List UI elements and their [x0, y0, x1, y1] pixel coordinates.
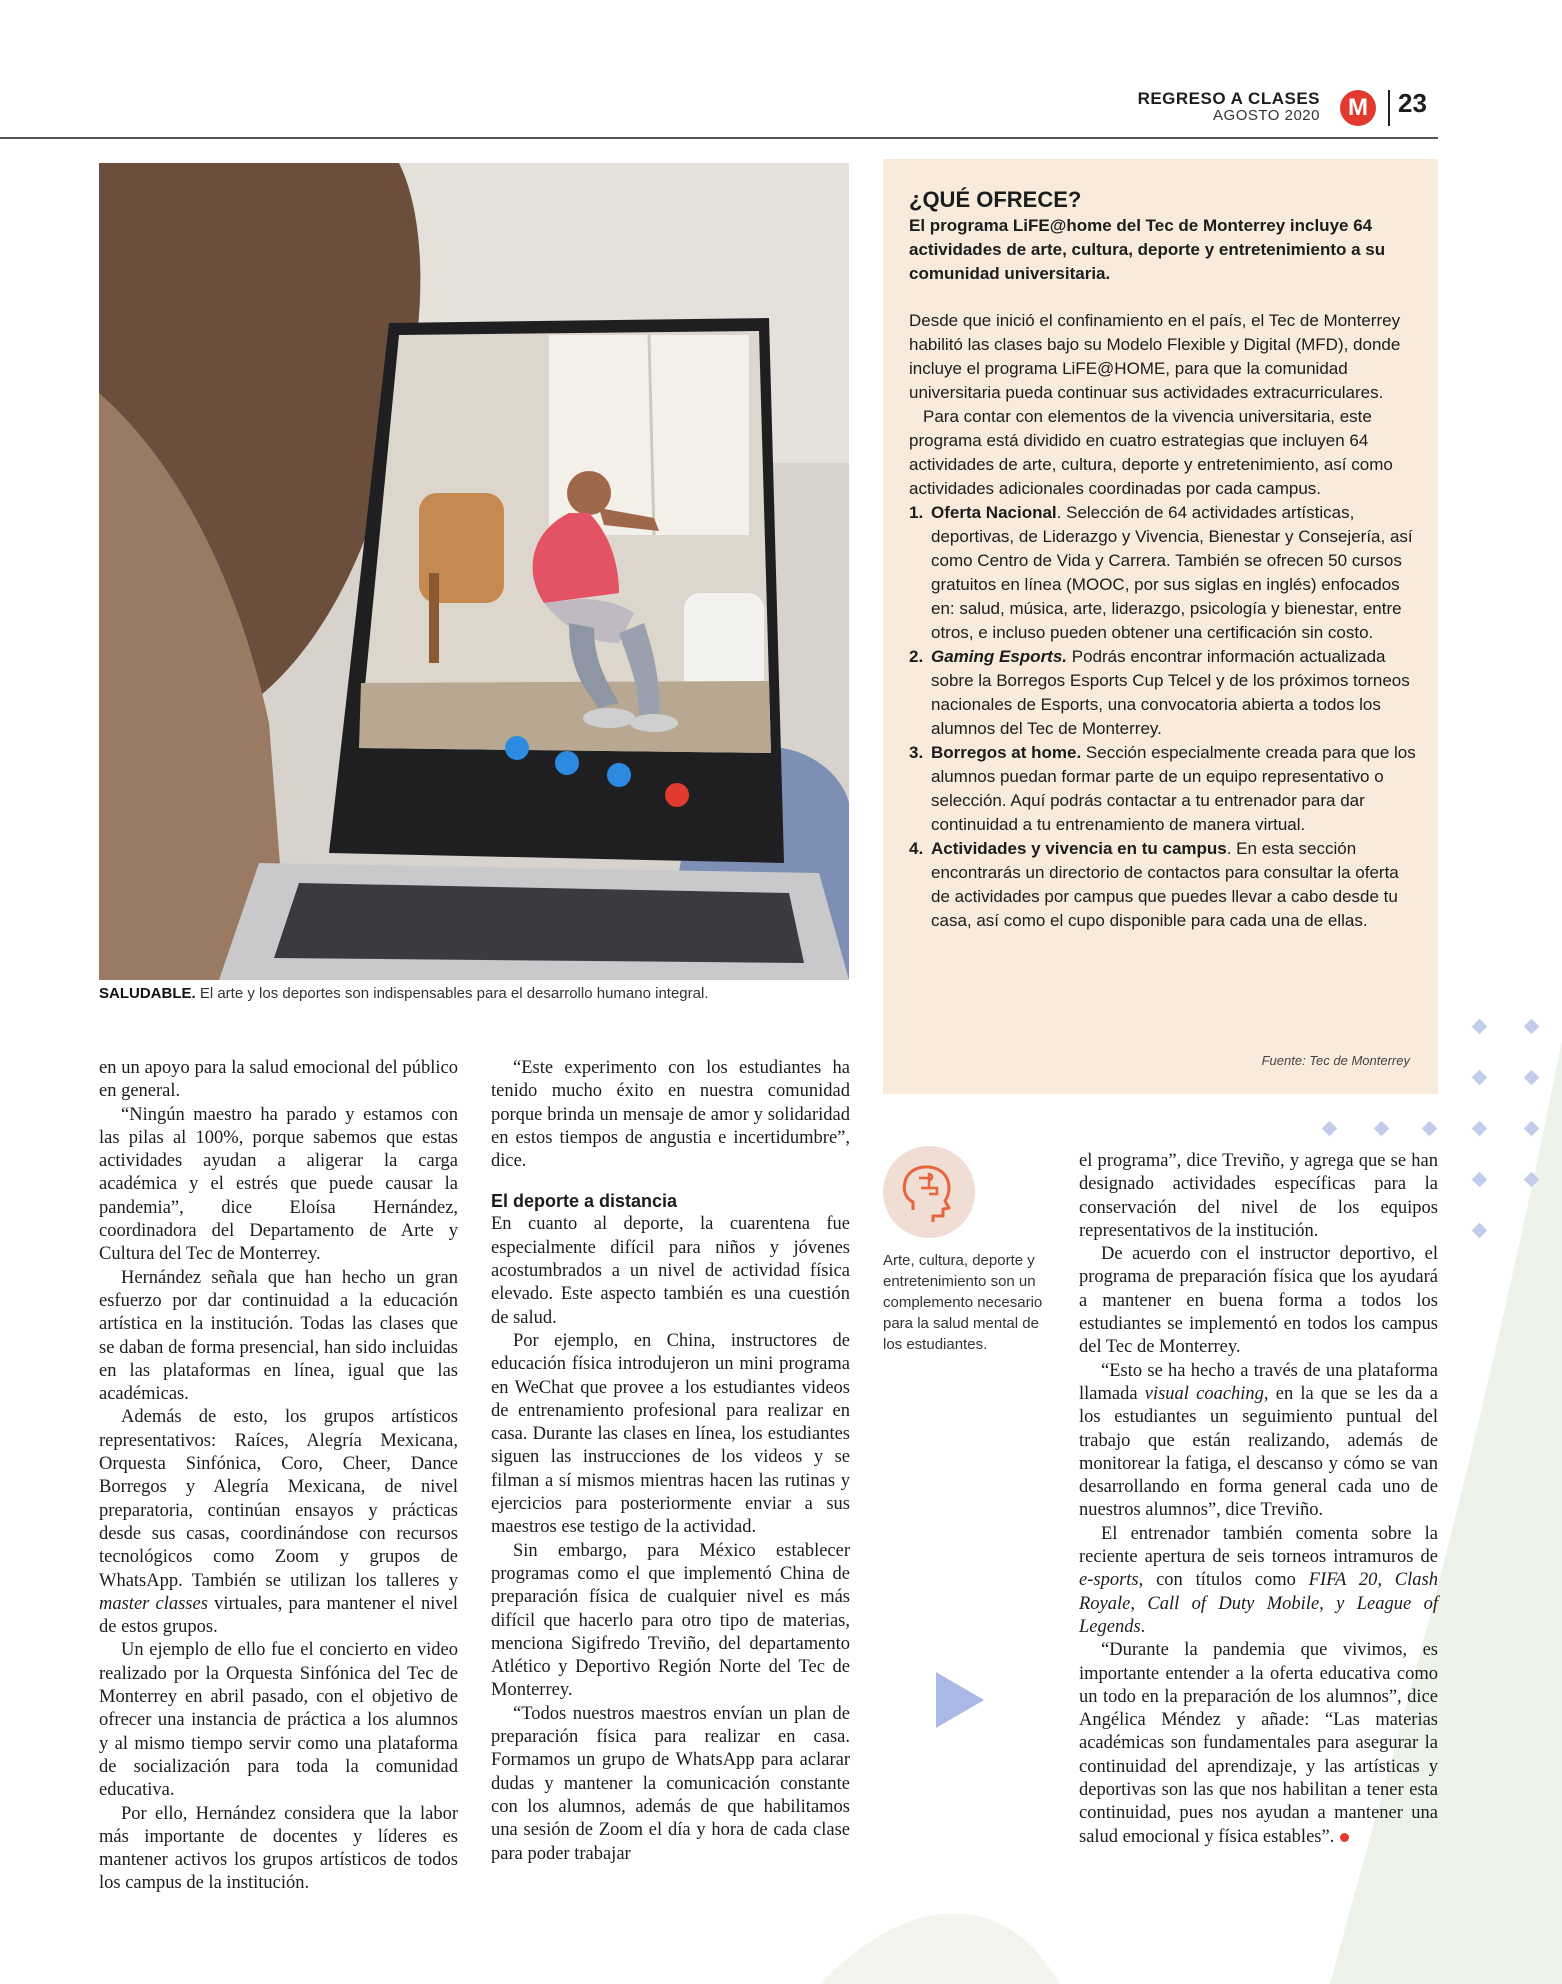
page-number: 23: [1398, 88, 1427, 118]
article-paragraph: el programa”, dice Treviño, y agrega que se han designado actividades específicas para la conservación del nivel de los equipos representativos de la institución.: [1079, 1151, 1438, 1241]
end-of-article-icon: [1340, 1833, 1349, 1842]
list-item-heading: Gaming Esports.: [931, 647, 1068, 666]
text-run-italic: visual coaching: [1144, 1383, 1264, 1404]
article-paragraph: “Todos nuestros maestros envían un plan de preparación física para realizar en casa. Formamos un grupo de WhatsApp para aclarar dudas y mantener la comunicación constante con los alumnos, además de que habilitamos una sesión de Zoom el día y hora de cada clase para poder trabajar: [491, 1703, 850, 1864]
list-item-number: 4.: [909, 839, 924, 858]
article-subhead: El deporte a distancia: [491, 1191, 678, 1212]
article-column-1: [99, 1057, 458, 1896]
caption-text: El arte y los deportes son indispensables para el desarrollo humano integral.: [195, 985, 709, 1002]
text-run: , en la que se les da a los estudiantes un seguimiento puntual del trabajo que están realizando, además de monitorear la fatiga, el descanso y cómo se van desarrollando en forma general cada uno de nuestros alumnos”, dice Treviño.: [1079, 1383, 1438, 1521]
text-run: virtuales, para mantener el nivel de estos grupos.: [99, 1593, 458, 1638]
article-paragraph: Por ello, Hernández considera que la labor más importante de docentes y líderes es mantener activos los grupos artísticos de todos los campus de la institución.: [99, 1803, 458, 1894]
list-item-heading: Borregos at home.: [931, 743, 1082, 762]
article-paragraph: en un apoyo para la salud emocional del público en general.: [99, 1058, 458, 1102]
article-paragraph: “Ningún maestro ha parado y estamos con las pilas al 100%, porque sabemos que estas actividades ayudan a aligerar la carga académica y el estrés que puede causar la pandemia”, dice Eloísa Hernández, coordinadora del Departamento de Arte y Cultura del Tec de Monterrey.: [99, 1104, 458, 1265]
sidebar-source: Fuente: Tec de Monterrey: [1261, 1053, 1410, 1068]
text-run-italic: FIFA 20, Clash Royale, Call of Duty Mobile, y League of Legends: [1079, 1570, 1438, 1637]
article-column-3: [1079, 1150, 1438, 1849]
text-run-italic: master classes: [99, 1593, 208, 1614]
list-item-heading: Oferta Nacional: [931, 503, 1057, 522]
section-name: REGRESO A CLASES: [1137, 89, 1320, 108]
sidebar-paragraph: Desde que inició el confinamiento en el país, el Tec de Monterrey habilitó las clases bajo su Modelo Flexible y Digital (MFD), donde incluye el programa LiFE@HOME, para que la comunidad universitaria pueda continuar sus actividades extracurriculares.: [909, 311, 1401, 402]
sidebar-title: ¿QUÉ OFRECE?: [909, 187, 1082, 212]
header-separator: [1388, 90, 1390, 126]
article-paragraph: “Este experimento con los estudiantes ha tenido mucho éxito en nuestra comunidad porque brinda un mensaje de amor y solidaridad en estos tiempos de angustia e incertidumbre”, dice.: [491, 1058, 850, 1172]
text-run: “Durante la pandemia que vivimos, es importante entender a la oferta educativa como un todo en la preparación de los alumnos”, dice Angélica Méndez y añade: “Las materias académicas son fundamentales para asegurar la continuidad del aprendizaje, y las artísticas y deportivas son las que nos habilitan a tener esta continuidad, pues nos ayudan a mantener una salud emocional y física estables”.: [1079, 1640, 1438, 1847]
photo-caption: [99, 985, 859, 1002]
text-run: “Esto se ha hecho a través de una plataforma llamada: [1079, 1360, 1438, 1404]
article-paragraph: Hernández señala que han hecho un gran esfuerzo por dar continuidad a la educación artística en la institución. Todas las clases que se daban de forma presencial, han sido incluidas en las plataformas en línea, igual que las académicas.: [99, 1267, 458, 1405]
list-item: [909, 837, 1419, 933]
sidebar-paragraph: Para contar con elementos de la vivencia universitaria, este programa está dividido en cuatro estrategias que incluyen 64 actividades de arte, cultura, deporte y entretenimiento, así como actividades adicionales coordinadas por cada campus.: [909, 407, 1393, 498]
brain-puzzle-icon: [883, 1146, 975, 1238]
side-note: Arte, cultura, deporte y entretenimiento son un complemento necesario para la salud mental de los estudiantes.: [883, 1252, 1043, 1353]
text-run: .: [1140, 1616, 1146, 1637]
feature-photo: [99, 163, 849, 980]
article-paragraph: De acuerdo con el instructor deportivo, el programa de preparación física que los ayudará a mantener en buena forma a todos los estudiantes se implementó en todos los campus del Tec de Monterrey.: [1079, 1244, 1438, 1358]
article-paragraph: [1079, 1360, 1438, 1523]
article-paragraph: Sin embargo, para México establecer programas como el que implementó China de preparación física de cualquier nivel es más difícil que hacerlo para otro tipo de materias, menciona Sigifredo Treviño, del departamento Atlético y Deportivo Región Norte del Tec de Monterrey.: [491, 1540, 850, 1701]
sidebar-list: [909, 501, 1419, 933]
magazine-logo: M: [1340, 90, 1376, 126]
list-item: [909, 741, 1419, 837]
article-paragraph: [99, 1406, 458, 1639]
list-item: [909, 645, 1419, 741]
list-item-text: . En esta sección encontrarás un directorio de contactos para consultar la oferta de actividades por campus que puedes llevar a cabo desde tu casa, así como el cupo disponible para cada una de ellas.: [931, 839, 1399, 930]
text-run: Además de esto, los grupos artísticos representativos: Raíces, Alegría Mexicana, Orquesta Sinfónica, Coro, Cheer, Dance Borregos y Alegría Mexicana, de nivel preparatoria, continúan ensayos y prácticas desde sus casas, coordinándose con recursos tecnológicos como Zoom y grupos de WhatsApp. También se utilizan los talleres y: [99, 1407, 458, 1591]
issue-date: AGOSTO 2020: [1213, 107, 1320, 124]
text-run: El entrenador también comenta sobre la reciente apertura de seis torneos intramuros de: [1079, 1523, 1438, 1568]
article-paragraph: Por ejemplo, en China, instructores de educación física introdujeron un mini programa en WeChat que provee a los estudiantes videos de entrenamiento profesional para realizar en casa. Durante las clases en línea, los estudiantes siguen las instrucciones de los videos y se filman a sí mismos mientras hacen las rutinas y ejercicios para posteriormente enviar a sus maestros ese testigo de la actividad.: [491, 1330, 850, 1538]
caption-lead: SALUDABLE.: [99, 985, 196, 1002]
sidebar-deck: El programa LiFE@home del Tec de Monterrey incluye 64 actividades de arte, cultura, deporte y entretenimiento a su comunidad universitaria.: [909, 216, 1386, 283]
article-paragraph: [1079, 1523, 1438, 1639]
text-run-italic: e-sports: [1079, 1570, 1139, 1591]
play-arrow-icon: [936, 1672, 984, 1728]
list-item: [909, 501, 1419, 645]
list-item-number: 3.: [909, 743, 924, 762]
list-item-number: 2.: [909, 647, 924, 666]
article-paragraph: [1079, 1639, 1438, 1849]
article-column-2: [491, 1057, 850, 1866]
list-item-heading: Actividades y vivencia en tu campus: [931, 839, 1227, 858]
list-item-text: . Selección de 64 actividades artísticas, deportivas, de Liderazgo y Vivencia, Bienestar y Consejería, así como Centro de Vida y Carrera. También se ofrecen 50 cursos gratuitos en línea (MOOC, por sus siglas en inglés) enfocados en: salud, música, arte, liderazgo, psicología y bienestar, entre otros, e incluso pueden obtener una certificación sin costo.: [931, 503, 1413, 642]
article-paragraph: En cuanto al deporte, la cuarentena fue especialmente difícil para niños y jóvenes acostumbrados a un nivel de actividad física elevado. Este aspecto también es una cuestión de salud.: [491, 1214, 850, 1328]
article-paragraph: Un ejemplo de ello fue el concierto en video realizado por la Orquesta Sinfónica del Tec de Monterrey en abril pasado, con el objetivo de ofrecer una instancia de práctica a los alumnos y al mismo tiempo servir como una plataforma de socialización para toda la comunidad educativa.: [99, 1640, 458, 1801]
text-run: , con títulos como: [1138, 1570, 1309, 1591]
list-item-text: Sección especialmente creada para que los alumnos puedan formar parte de un equipo representativo o selección. Aquí podrás contactar a tu entrenador para dar continuidad a tu entrenamiento de manera virtual.: [931, 743, 1416, 834]
header-rule: [0, 137, 1438, 139]
sidebar-body: [909, 309, 1419, 933]
list-item-text: Podrás encontrar información actualizada sobre la Borregos Esports Cup Telcel y de los próximos torneos nacionales de Esports, una convocatoria abierta a todos los alumnos del Tec de Monterrey.: [931, 647, 1410, 738]
list-item-number: 1.: [909, 503, 924, 522]
